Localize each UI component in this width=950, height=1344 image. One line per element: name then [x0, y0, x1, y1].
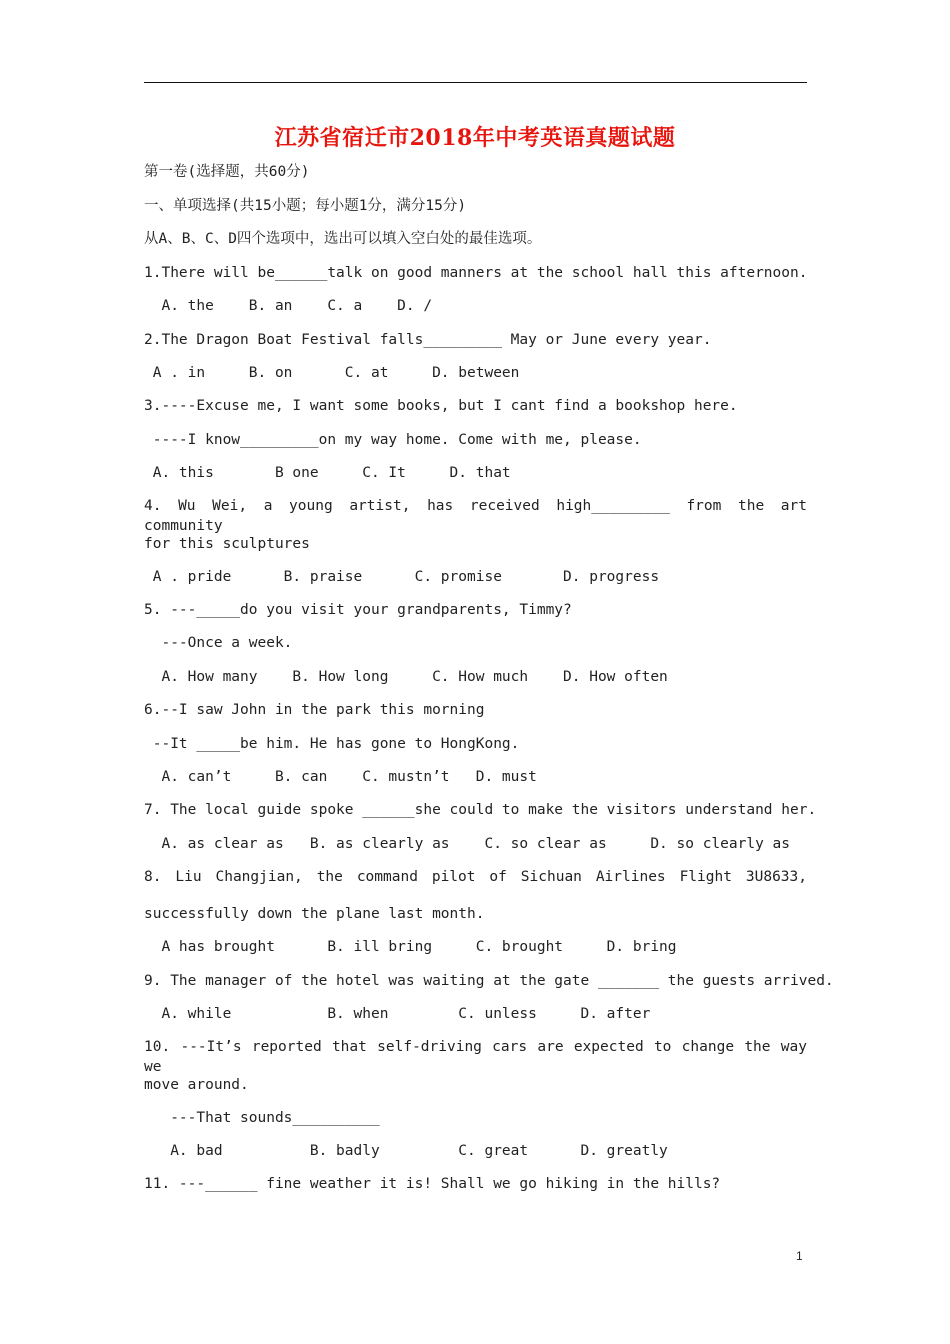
question-line: --It _____be him. He has gone to HongKong. [144, 736, 520, 752]
options-line: A. as clear as B. as clearly as C. so clear as D. so clearly as [144, 836, 791, 852]
question-line: 6.--I saw John in the park this morning [144, 702, 485, 718]
question-line: 9. The manager of the hotel was waiting at the gate _______ the guests arrived. [144, 973, 834, 989]
question-line: 1.There will be______talk on good manners at the school hall this afternoon. [144, 265, 808, 281]
question-line: move around. [144, 1077, 249, 1093]
options-line: A . in B. on C. at D. between [144, 365, 520, 381]
options-line: A. the B. an C. a D. / [144, 298, 433, 314]
question-line: 10. ---It’s reported that self-driving cars are expected to change the way we [144, 1039, 807, 1075]
question-line: ---Once a week. [144, 635, 293, 651]
question-line: 8. Liu Changjian, the command pilot of Sichuan Airlines Flight 3U8633, [144, 869, 807, 885]
page-number: 1 [796, 1249, 803, 1263]
question-line: 2.The Dragon Boat Festival falls_________ May or June every year. [144, 332, 712, 348]
instruction-text: 从A、B、C、D四个选项中，选出可以填入空白处的最佳选项。 [144, 231, 542, 247]
part-heading: 一、单项选择(共15小题；每小题1分，满分15分) [144, 198, 467, 214]
options-line: A. can’t B. can C. mustn’t D. must [144, 769, 537, 785]
options-line: A. bad B. badly C. great D. greatly [144, 1143, 668, 1159]
options-line: A. How many B. How long C. How much D. How often [144, 669, 668, 685]
question-line: 7. The local guide spoke ______she could to make the visitors understand her. [144, 802, 817, 818]
options-line: A. this B one C. It D. that [144, 465, 511, 481]
options-line: A. while B. when C. unless D. after [144, 1006, 651, 1022]
section-heading: 第一卷(选择题，共60分) [144, 164, 310, 180]
question-line: 5. ---_____do you visit your grandparents, Timmy? [144, 602, 572, 618]
options-line: A has brought B. ill bring C. brought D. bring [144, 939, 677, 955]
question-line: ----I know_________on my way home. Come with me, please. [144, 432, 642, 448]
question-line: for this sculptures [144, 536, 310, 552]
question-line: ---That sounds__________ [144, 1110, 380, 1126]
options-line: A . pride B. praise C. promise D. progress [144, 569, 660, 585]
question-line: 11. ---______ fine weather it is! Shall we go hiking in the hills? [144, 1176, 721, 1192]
page-title: 江苏省宿迁市2018年中考英语真题试题 [274, 125, 676, 151]
question-line: 3.----Excuse me, I want some books, but I cant find a bookshop here. [144, 398, 738, 414]
question-line: 4. Wu Wei, a young artist, has received high_________ from the art community [144, 498, 807, 534]
question-line: successfully down the plane last month. [144, 906, 485, 922]
header-rule [144, 82, 807, 83]
